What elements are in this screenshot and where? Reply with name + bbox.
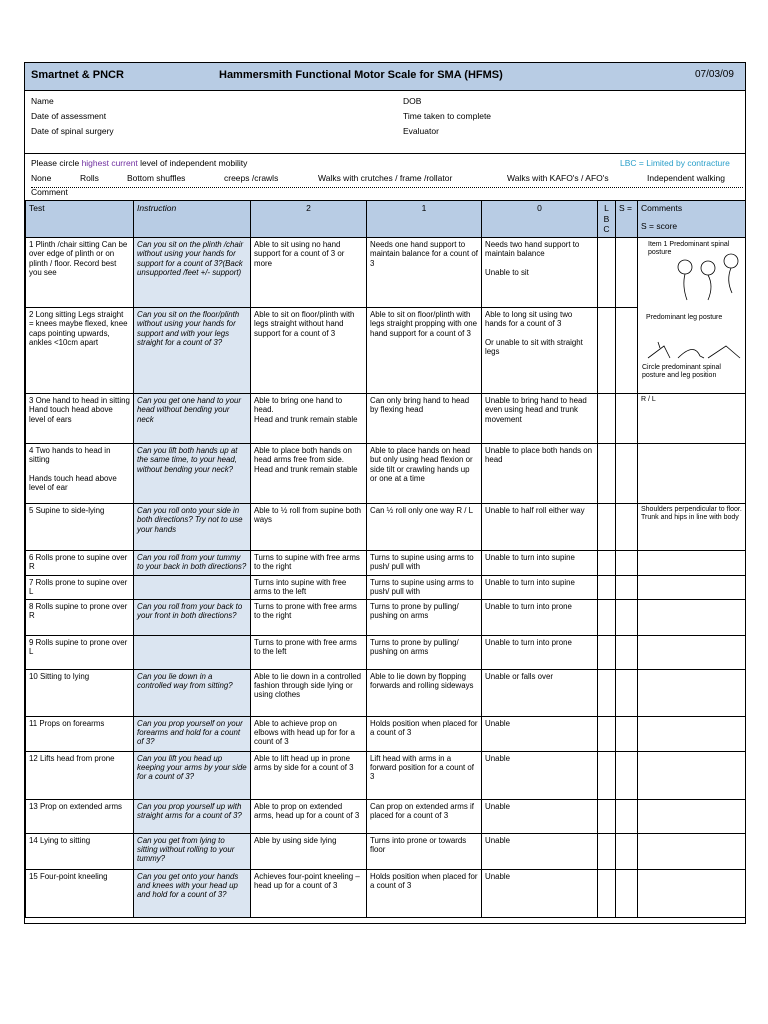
row-test: 8 Rolls supine to prone over R [26,599,134,635]
mobility-highlight: highest current [81,158,138,168]
row-test: 7 Rolls prone to supine over L [26,576,134,600]
row-score-0: Unable to turn into supine [482,576,598,600]
form-date: 07/03/09 [695,69,734,80]
row-instruction: Can you lift you head up keeping your arms by your side for a count of 3? [134,751,251,799]
row-s-cell[interactable] [616,576,638,600]
name-field[interactable]: Name [31,96,54,106]
row-score-2: Able to lift head up in prone arms by side for a count of 3 [251,751,367,799]
row-score-0: Unable to turn into prone [482,635,598,669]
figure-spine-1 [684,274,687,300]
row-s-cell[interactable] [616,394,638,444]
table-row [26,635,746,669]
row-score-1: Can ½ roll only one way R / L [367,504,482,551]
row-test: 2 Long sitting Legs straight = knees maybe flexed, knee caps pointing upwards, ankles <10cm apart [26,308,134,394]
row-comment [638,551,746,576]
row-score-0: Unable [482,833,598,869]
row-score-2: Turns to supine with free arms to the right [251,551,367,576]
row-instruction: Can you lie down in a controlled way from sitting? [134,669,251,716]
posture-sketch-cell[interactable] [638,238,746,394]
table-row [26,751,746,799]
figure-legs-1 [648,342,670,358]
row-s-cell[interactable] [616,669,638,716]
mobility-section [25,154,745,199]
row-instruction: Can you lift both hands up at the same time, to your head, without bending your neck? [134,444,251,504]
row-test: 1 Plinth /chair sitting Can be over edge of plinth or on plinth / floor. Record best you see [26,238,134,308]
figure-head-1 [678,260,692,274]
row-score-1: Turns to supine using arms to push/ pull with [367,551,482,576]
row-score-2: Able to prop on extended arms, head up for a count of 3 [251,799,367,833]
row-score-1: Able to place hands on head but only using head flexion or side tilt or crawling hands up or one at a time [367,444,482,504]
row-instruction: Can you get from lying to sitting without rolling to your tummy? [134,833,251,869]
mobility-option-bottom-shuffles[interactable]: Bottom shuffles [127,173,186,183]
table-row [26,444,746,504]
row-lbc-cell[interactable] [598,799,616,833]
col-score-1: 1 [367,201,482,238]
col-score-2: 2 [251,201,367,238]
table-header-row [26,201,746,238]
row-test: 11 Props on forearms [26,716,134,751]
mobility-option-independent[interactable]: Independent walking [647,173,725,183]
row-score-2: Turns into supine with free arms to the left [251,576,367,600]
row-instruction: Can you roll from your back to your front in both directions? [134,599,251,635]
row-score-0: Unable to turn into prone [482,599,598,635]
row-lbc-cell[interactable] [598,551,616,576]
row-s-cell[interactable] [616,869,638,917]
row-comment [638,599,746,635]
row-comment: Shoulders perpendicular to floor. Trunk and hips in line with body [638,504,746,551]
row-score-1: Turns into prone or towards floor [367,833,482,869]
row-score-0: Unable to place both hands on head [482,444,598,504]
row-comment: R / L [638,394,746,444]
row-instruction: Can you sit on the floor/plinth without using your hands for support and with your legs straight for a count of 3? [134,308,251,394]
row-lbc-cell[interactable] [598,444,616,504]
row-test: 9 Rolls supine to prone over L [26,635,134,669]
row-instruction: Can you prop yourself on your forearms and hold for a count of 3? [134,716,251,751]
row-comment [638,444,746,504]
row-comment [638,751,746,799]
row-lbc-cell[interactable] [598,716,616,751]
row-score-0: Unable [482,751,598,799]
row-comment [638,716,746,751]
row-score-1: Turns to supine using arms to push/ pull with [367,576,482,600]
figure-legs-2 [678,349,704,358]
row-score-0: Unable [482,716,598,751]
mobility-option-crutches[interactable]: Walks with crutches / frame /rollator [318,173,453,183]
row-comment [638,635,746,669]
comment-field[interactable]: Comment [31,187,743,188]
row-score-0: Unable or falls over [482,669,598,716]
mobility-instruction: Please circle highest current level of independent mobility [31,158,248,168]
row-s-cell[interactable] [616,504,638,551]
org-name: Smartnet & PNCR [31,69,124,81]
row-score-2: Able to bring one hand to head. Head and trunk remain stable [251,394,367,444]
figure-head-2 [701,261,715,275]
hfms-score-table [25,200,746,918]
row-lbc-cell[interactable] [598,394,616,444]
row-score-2: Able to lie down in a controlled fashion through side lying or using clothes [251,669,367,716]
row-score-2: Achieves four-point kneeling – head up for a count of 3 [251,869,367,917]
row-test: 15 Four-point kneeling [26,869,134,917]
table-row [26,833,746,869]
dob-field[interactable]: DOB [403,96,422,106]
row-s-cell[interactable] [616,238,638,308]
table-row [26,716,746,751]
row-score-2: Able to achieve prop on elbows with head up for for a count of 3 [251,716,367,751]
col-test: Test [26,201,134,238]
row-score-1: Holds position when placed for a count of 3 [367,716,482,751]
row-lbc-cell[interactable] [598,576,616,600]
figure-legs-3 [708,346,740,358]
row-score-2: Turns to prone with free arms to the left [251,635,367,669]
row-score-0: Unable to bring hand to head even using head and trunk movement [482,394,598,444]
col-comments: Comments S = score [638,201,746,238]
time-taken-field[interactable]: Time taken to complete [403,111,492,121]
mobility-option-crawls[interactable]: creeps /crawls [224,173,279,183]
row-score-1: Turns to prone by pulling/ pushing on arms [367,635,482,669]
row-s-cell[interactable] [616,551,638,576]
row-score-0: Unable to half roll either way [482,504,598,551]
table-row [26,869,746,917]
row-score-1: Able to lie down by flopping forwards and rolling sideways [367,669,482,716]
col-score-0: 0 [482,201,598,238]
row-instruction [134,576,251,600]
row-lbc-cell[interactable] [598,635,616,669]
date-surgery-field[interactable]: Date of spinal surgery [31,126,114,136]
row-score-2: Able to sit on floor/plinth with legs straight without hand support for a count of 3 [251,308,367,394]
posture-sketch [638,238,746,392]
row-lbc-cell[interactable] [598,238,616,308]
row-comment [638,869,746,917]
row-lbc-cell[interactable] [598,504,616,551]
row-test: 10 Sitting to lying [26,669,134,716]
figure-spine-2 [708,275,711,300]
mobility-option-rolls[interactable]: Rolls [80,173,99,183]
row-lbc-cell[interactable] [598,869,616,917]
row-score-1: Lift head with arms in a forward position for a count of 3 [367,751,482,799]
row-s-cell[interactable] [616,716,638,751]
row-score-1: Turns to prone by pulling/ pushing on arms [367,599,482,635]
mobility-option-none[interactable]: None [31,173,52,183]
row-score-0: Needs two hand support to maintain balance Unable to sit [482,238,598,308]
figure-spine-3 [729,268,732,293]
table-row [26,669,746,716]
row-instruction: Can you roll from your tummy to your back in both directions? [134,551,251,576]
row-score-0: Unable [482,869,598,917]
row-score-0: Able to long sit using two hands for a count of 3 Or unable to sit with straight legs [482,308,598,394]
row-comment [638,799,746,833]
row-s-cell[interactable] [616,444,638,504]
row-lbc-cell[interactable] [598,833,616,869]
sketch-circle-note: Circle predominant spinal posture and leg position [642,364,721,380]
row-comment [638,576,746,600]
row-instruction: Can you get onto your hands and knees with your head up and hold for a count of 3? [134,869,251,917]
mobility-option-kafo[interactable]: Walks with KAFO's / AFO's [507,173,609,183]
page-title: Hammersmith Functional Motor Scale for SMA (HFMS) [219,69,503,81]
row-instruction [134,635,251,669]
table-row [26,599,746,635]
row-test: 6 Rolls prone to supine over R [26,551,134,576]
figure-head-3 [724,254,738,268]
row-comment [638,833,746,869]
col-instruction: Instruction [134,201,251,238]
title-bar [25,63,745,91]
table-row [26,394,746,444]
table-row [26,799,746,833]
row-instruction: Can you get one hand to your head without bending your neck [134,394,251,444]
row-s-cell[interactable] [616,799,638,833]
lbc-legend: LBC = Limited by contracture [620,158,730,168]
row-score-2: Able to ½ roll from supine both ways [251,504,367,551]
row-test: 14 Lying to sitting [26,833,134,869]
row-score-2: Able by using side lying [251,833,367,869]
sketch-leg-label: Predominant leg posture [646,314,723,321]
row-s-cell[interactable] [616,308,638,394]
date-assessment-field[interactable]: Date of assessment [31,111,107,121]
row-score-1: Able to sit on floor/plinth with legs straight propping with one hand support for a count of 3 [367,308,482,394]
row-lbc-cell[interactable] [598,669,616,716]
row-score-1: Can prop on extended arms if placed for a count of 3 [367,799,482,833]
row-instruction: Can you sit on the plinth /chair without using your hands for support for a count of 3?(Back unsupported /feet +/- support) [134,238,251,308]
row-test: 12 Lifts head from prone [26,751,134,799]
row-comment [638,669,746,716]
row-score-2: Able to sit using no hand support for a count of 3 or more [251,238,367,308]
table-row [26,504,746,551]
row-test: 13 Prop on extended arms [26,799,134,833]
row-lbc-cell[interactable] [598,751,616,799]
row-lbc-cell[interactable] [598,599,616,635]
row-test: 5 Supine to side-lying [26,504,134,551]
row-s-cell[interactable] [616,833,638,869]
row-score-1: Can only bring hand to head by flexing head [367,394,482,444]
row-test: 3 One hand to head in sitting Hand touch head above level of ears [26,394,134,444]
row-score-1: Needs one hand support to maintain balance for a count of 3 [367,238,482,308]
row-score-0: Unable [482,799,598,833]
col-s: S = [616,201,638,238]
row-instruction: Can you prop yourself up with straight arms for a count of 3? [134,799,251,833]
row-score-1: Holds position when placed for a count of 3 [367,869,482,917]
col-lbc: L B C [598,201,616,238]
row-lbc-cell[interactable] [598,308,616,394]
table-row [26,238,746,308]
row-score-2: Turns to prone with free arms to the right [251,599,367,635]
row-instruction: Can you roll onto your side in both directions? Try not to use your hands [134,504,251,551]
table-row [26,551,746,576]
row-score-0: Unable to turn into supine [482,551,598,576]
score-note: S = score [641,221,678,232]
row-s-cell[interactable] [616,751,638,799]
row-score-2: Able to place both hands on head arms free from side. Head and trunk remain stable [251,444,367,504]
row-s-cell[interactable] [616,599,638,635]
row-test: 4 Two hands to head in sitting Hands touch head above level of ear [26,444,134,504]
evaluator-field[interactable]: Evaluator [403,126,439,136]
patient-info [25,91,745,154]
assessment-sheet [24,62,746,924]
row-s-cell[interactable] [616,635,638,669]
table-row [26,576,746,600]
sketch-item1-label: Item 1 Predominant spinal posture [648,241,730,257]
